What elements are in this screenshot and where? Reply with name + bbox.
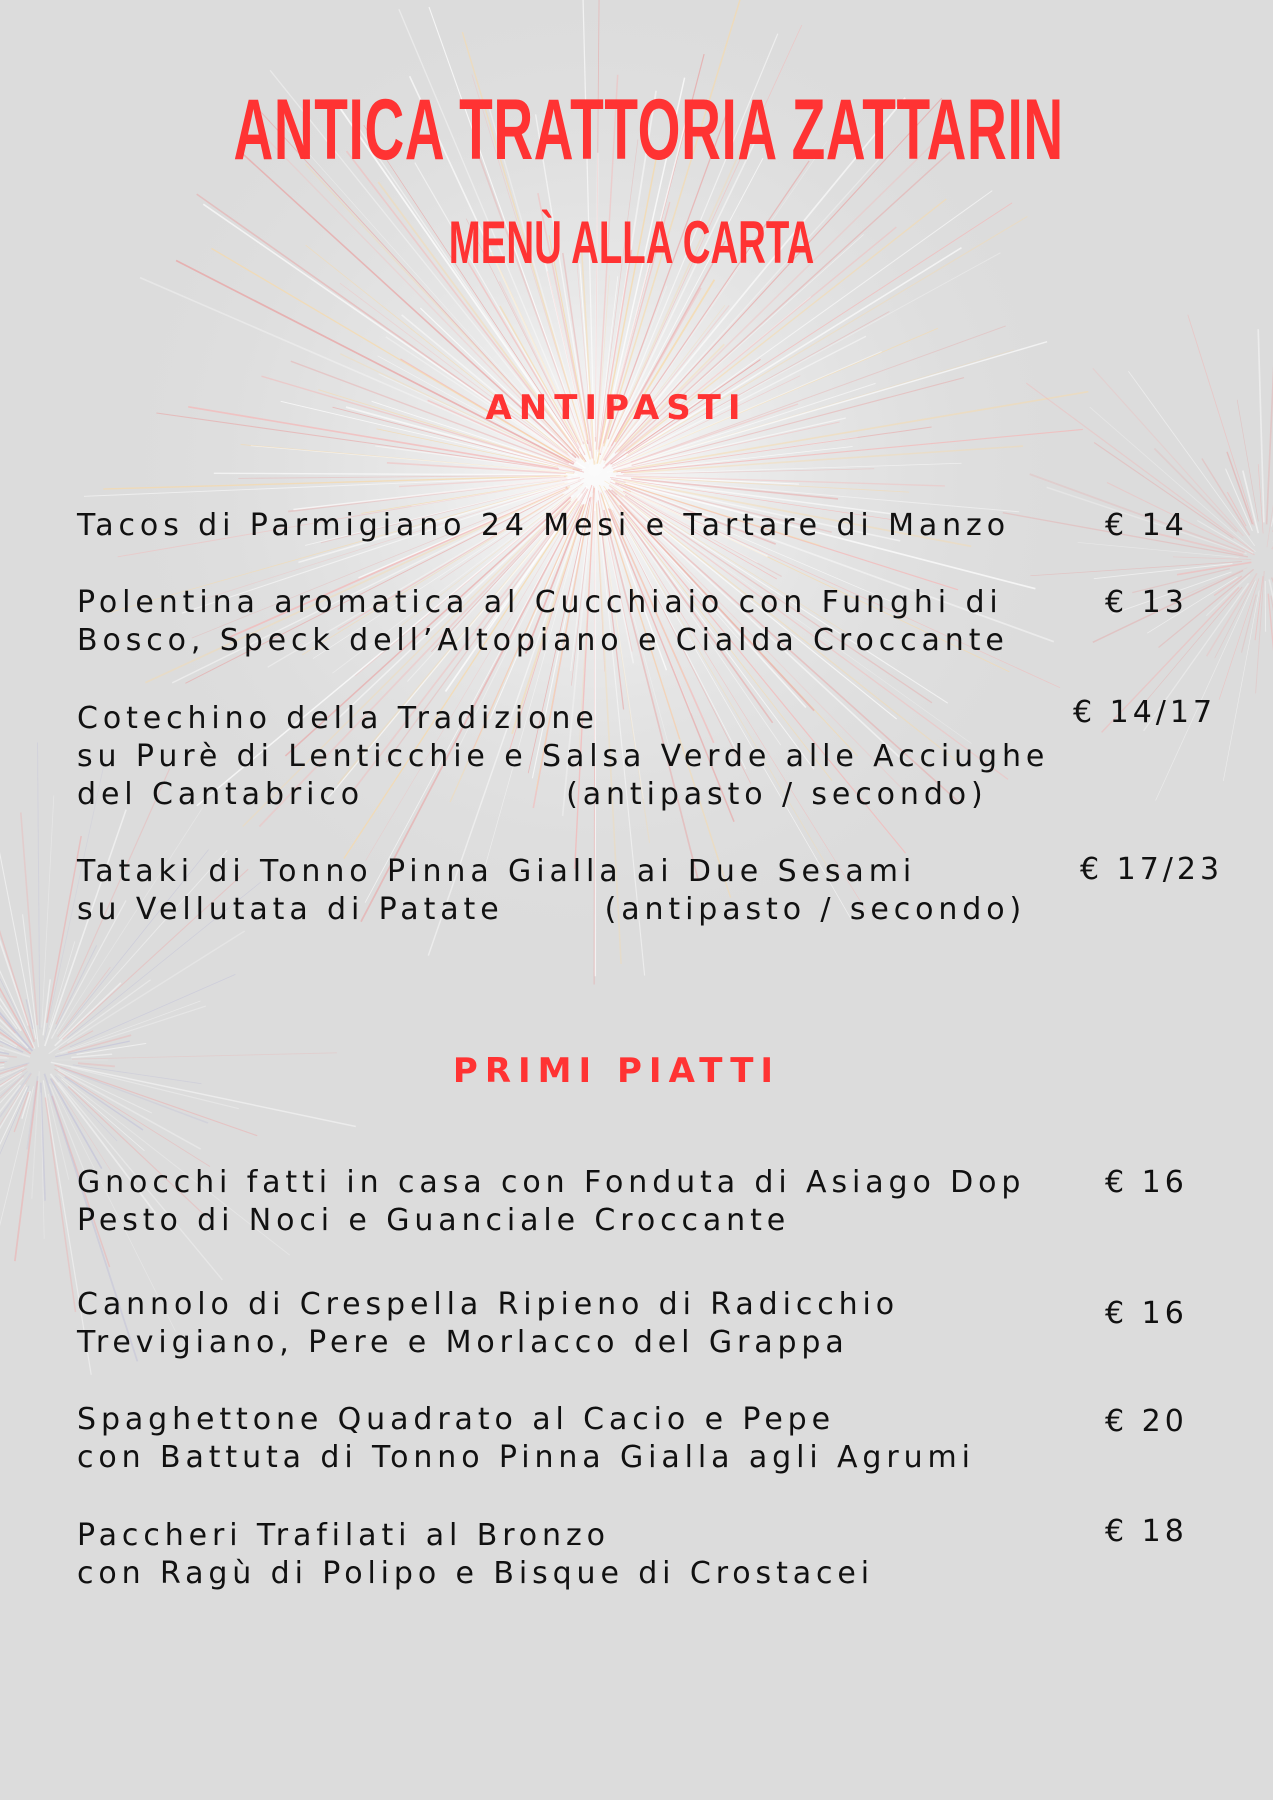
menu-item-name: Paccheri Trafilati al Bronzo con Ragù di Polipo e Bisque di Crostacei <box>77 1518 874 1591</box>
menu-item <box>77 1517 874 1593</box>
menu-item <box>77 584 1009 660</box>
menu-item <box>77 700 1049 814</box>
menu-item-name: Gnocchi fatti in casa con Fonduta di Asiago Dop Pesto di Noci e Guanciale Croccante <box>77 1165 1026 1238</box>
menu-item-price: € 17/23 <box>1080 852 1224 887</box>
menu-item-name: Polentina aromatica al Cucchiaio con Funghi di Bosco, Speck dell’Altopiano e Cialda Croccante <box>77 585 1009 658</box>
menu-item <box>77 1286 899 1362</box>
menu-item <box>77 1164 1025 1240</box>
menu-item-price: € 13 <box>1105 585 1188 620</box>
menu-subtitle: MENÙ ALLA CARTA <box>448 209 815 276</box>
menu-item-price: € 20 <box>1105 1404 1188 1439</box>
menu-item-price: € 18 <box>1105 1514 1188 1549</box>
menu-item-price: € 16 <box>1105 1296 1188 1331</box>
menu-item-name: Tacos di Parmigiano 24 Mesi e Tartare di Manzo <box>77 508 1010 543</box>
menu-item-price: € 16 <box>1105 1165 1188 1200</box>
menu-item <box>77 853 1026 929</box>
menu-item-price: € 14/17 <box>1073 695 1217 730</box>
section-title-antipasti: ANTIPASTI <box>485 388 748 428</box>
menu-item <box>77 1401 975 1477</box>
menu-item-name: Cannolo di Crespella Ripieno di Radicchio Trevigiano, Pere e Morlacco del Grappa <box>77 1287 900 1360</box>
menu-item-name: Spaghettone Quadrato al Cacio e Pepe con Battuta di Tonno Pinna Gialla agli Agrumi <box>77 1402 975 1475</box>
menu-item-price: € 14 <box>1105 508 1188 543</box>
menu-item <box>77 507 1010 545</box>
section-title-primi-piatti: PRIMI PIATTI <box>452 1051 781 1091</box>
restaurant-title: ANTICA TRATTORIA ZATTARIN <box>233 82 1064 178</box>
menu-item-name: Tataki di Tonno Pinna Gialla ai Due Sesami su Vellutata di Patate (antipasto / secondo) <box>77 854 1027 927</box>
menu-item-name: Cotechino della Tradizione su Purè di Lenticchie e Salsa Verde alle Acciughe del Cantabrico (antipasto / secondo) <box>77 701 1050 812</box>
